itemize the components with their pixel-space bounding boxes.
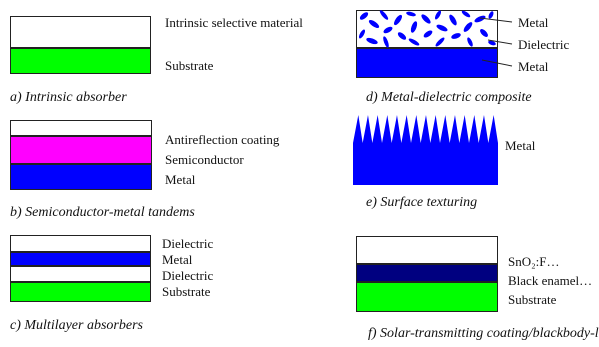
label-dielectric-1: Dielectric — [162, 236, 214, 251]
textured-metal-surface — [353, 115, 498, 185]
metal-layer — [10, 252, 151, 266]
caption-a: a) Intrinsic absorber — [10, 90, 127, 105]
antireflection-layer — [10, 120, 152, 136]
caption-e: e) Surface texturing — [366, 195, 478, 210]
label-semiconductor: Semiconductor — [165, 152, 244, 167]
label-dielectric-2: Dielectric — [162, 268, 214, 283]
substrate-layer — [356, 282, 498, 312]
caption-f: f) Solar-transmitting coating/blackbody-l — [368, 326, 599, 341]
sno2-f-layer — [356, 236, 498, 264]
label-dielectric: Dielectric — [518, 37, 570, 52]
caption-d: d) Metal-dielectric composite — [366, 90, 532, 105]
label-metal-bottom: Metal — [518, 59, 549, 74]
label-intrinsic-selective-material: Intrinsic selective material — [165, 15, 303, 30]
semiconductor-layer — [10, 136, 152, 164]
label-metal: Metal — [162, 252, 193, 267]
label-metal: Metal — [165, 172, 196, 187]
label-substrate: Substrate — [162, 284, 211, 299]
label-black-enamel: Black enamel… — [508, 273, 593, 288]
caption-c: c) Multilayer absorbers — [10, 318, 143, 333]
label-substrate: Substrate — [508, 292, 557, 307]
black-enamel-layer — [356, 264, 498, 282]
label-metal: Metal — [505, 138, 536, 153]
substrate-layer — [10, 48, 151, 74]
dielectric-layer-bottom — [10, 266, 151, 282]
metal-layer — [10, 164, 152, 190]
pointer-lines — [476, 10, 516, 80]
substrate-layer — [10, 282, 151, 302]
intrinsic-selective-layer — [10, 16, 151, 48]
label-antireflection-coating: Antireflection coating — [165, 132, 280, 147]
caption-b: b) Semiconductor-metal tandems — [10, 205, 195, 220]
label-metal-top: Metal — [518, 15, 549, 30]
label-sno2-f: SnO₂:F… — [508, 254, 560, 269]
dielectric-layer-top — [10, 235, 151, 252]
label-substrate: Substrate — [165, 58, 214, 73]
